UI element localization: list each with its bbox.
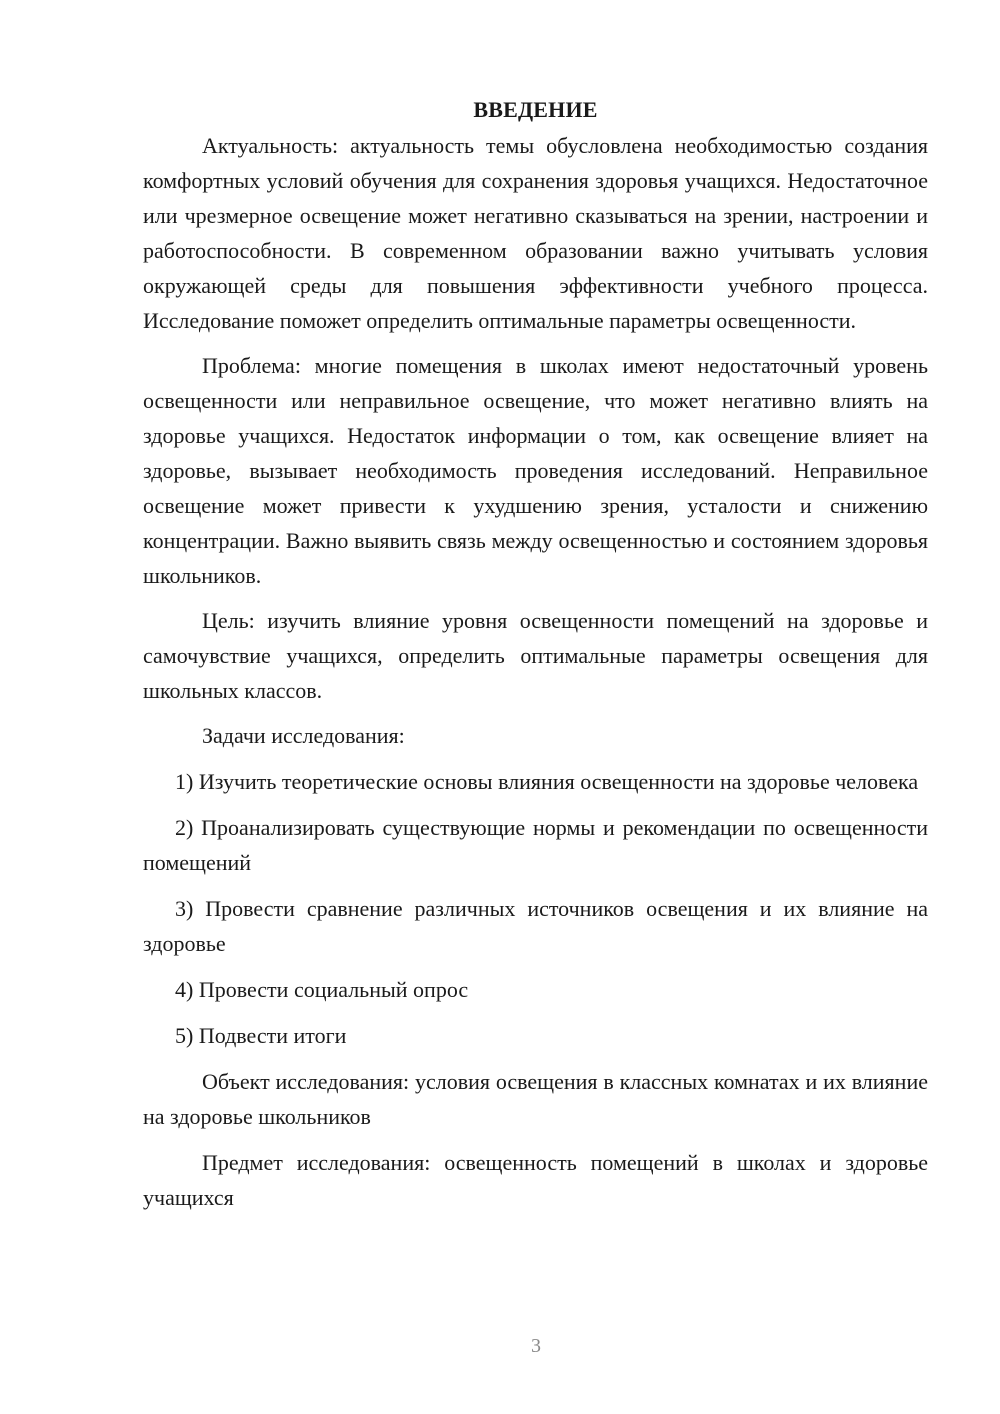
document-page <box>143 92 928 1215</box>
goal-paragraph: Цель: изучить влияние уровня освещенности помещений на здоровье и самочувствие учащихся, определить оптимальные параметры освещения для школьных классов. <box>143 608 928 703</box>
task-item-2: 2) Проанализировать существующие нормы и рекомендации по освещенности помещений <box>143 815 928 875</box>
relevance-paragraph: Актуальность: актуальность темы обусловлена необходимостью создания комфортных условий обучения для сохранения здоровья учащихся. Недостаточное или чрезмерное освещение может негативно сказываться на зрении, настроении и работоспособности. В современном образовании важно учитывать условия окружающей среды для повышения эффективности учебного процесса. Исследование поможет определить оптимальные параметры освещенности. <box>143 133 928 333</box>
problem-paragraph: Проблема: многие помещения в школах имеют недостаточный уровень освещенности или неправильное освещение, что может негативно влиять на здоровье учащихся. Недостаток информации о том, как освещение влияет на здоровье, вызывает необходимость проведения исследований. Неправильное освещение может привести к ухудшению зрения, усталости и снижению концентрации. Важно выявить связь между освещенностью и состоянием здоровья школьников. <box>143 353 928 588</box>
subject-paragraph: Предмет исследования: освещенность помещений в школах и здоровье учащихся <box>143 1150 928 1210</box>
object-paragraph: Объект исследования: условия освещения в классных комнатах и их влияние на здоровье школьников <box>143 1069 928 1129</box>
tasks-heading: Задачи исследования: <box>202 723 405 748</box>
task-item-1: 1) Изучить теоретические основы влияния освещенности на здоровье человека <box>175 769 919 794</box>
tasks-list <box>143 764 928 1053</box>
task-item-3: 3) Провести сравнение различных источников освещения и их влияние на здоровье <box>143 896 928 956</box>
task-item-4: 4) Провести социальный опрос <box>175 977 469 1002</box>
page-number: 3 <box>531 1335 541 1357</box>
section-title: ВВЕДЕНИЕ <box>473 97 598 122</box>
task-item-5: 5) Подвести итоги <box>175 1023 347 1048</box>
